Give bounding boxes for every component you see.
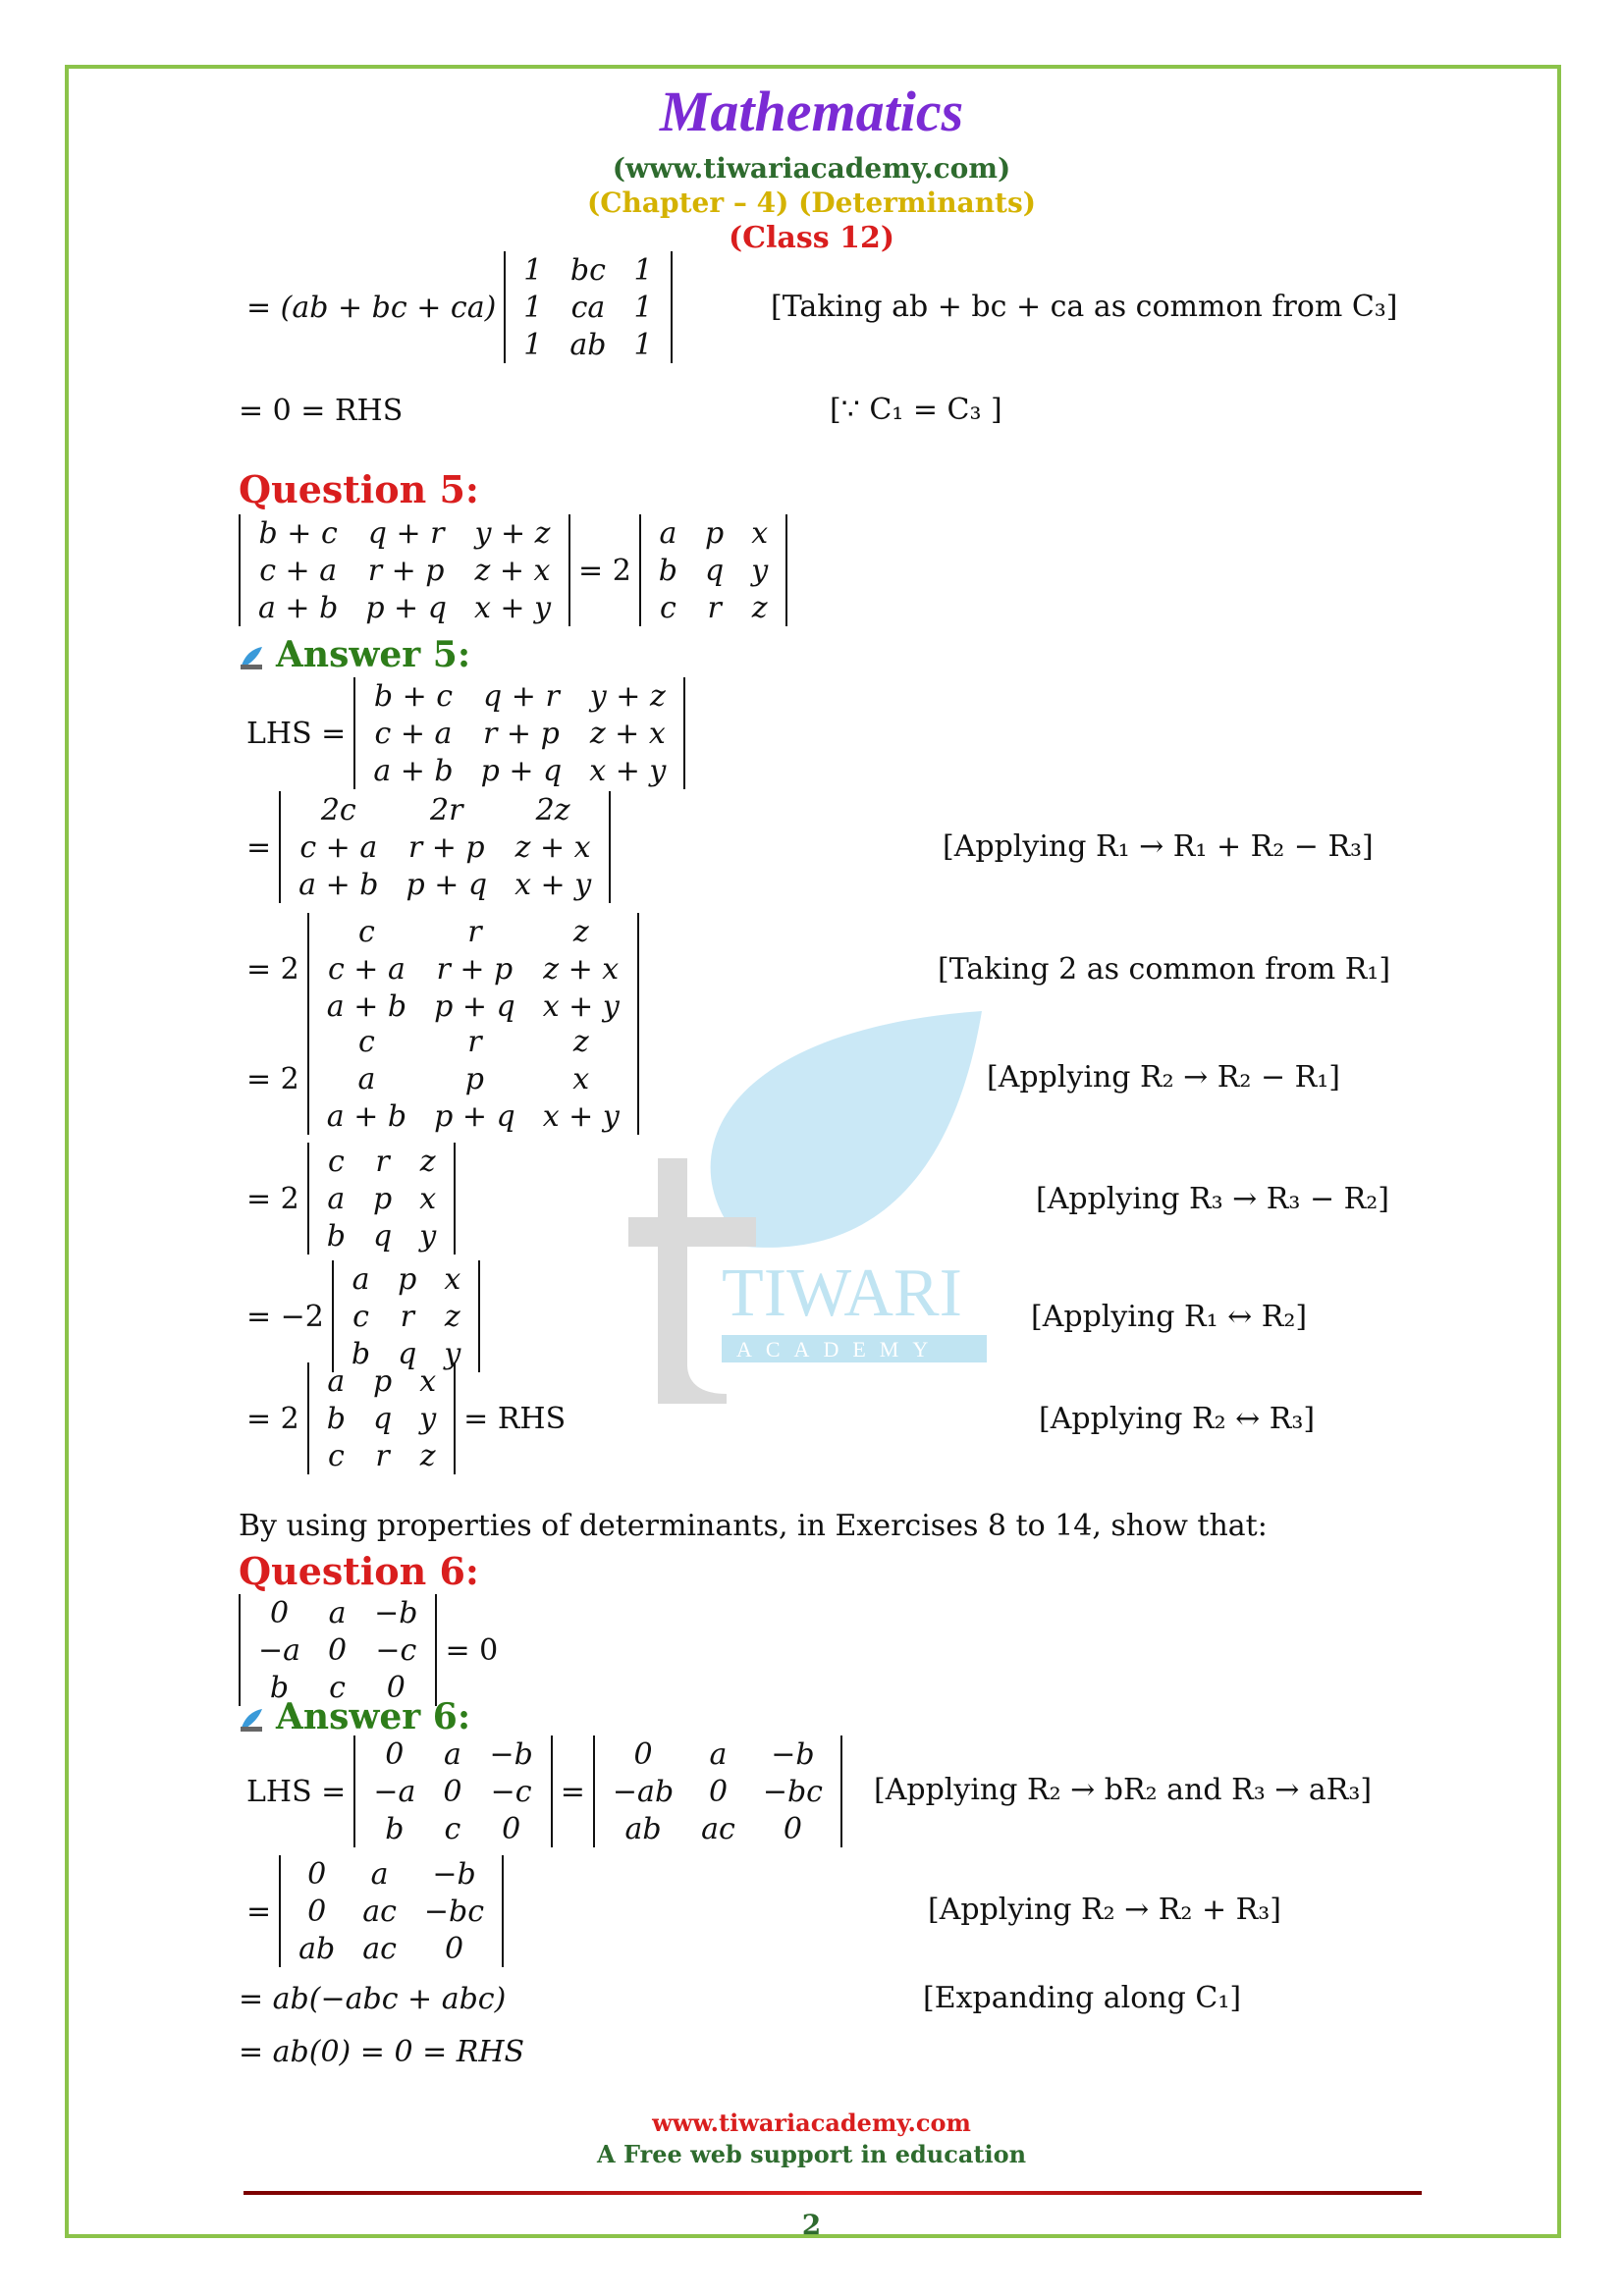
matrix-cell: x	[444, 1261, 461, 1297]
matrix-cell: r + p	[407, 829, 485, 865]
a6-step-2-prefix: =	[246, 1894, 272, 1929]
matrix-cell: b	[385, 1811, 405, 1846]
matrix-cell: p	[705, 515, 725, 551]
matrix-cell: c + a	[327, 951, 406, 987]
matrix-cell: p	[372, 1363, 393, 1399]
matrix-cell: z	[444, 1299, 460, 1334]
q5-left-determinant	[239, 514, 570, 626]
matrix-cell: 0	[783, 1811, 802, 1846]
matrix-cell: 0	[307, 1894, 327, 1929]
subject-title: Mathematics	[659, 80, 964, 143]
a6-step-1-determinant-2	[593, 1735, 842, 1847]
footer-website: www.tiwariacademy.com	[652, 2109, 971, 2137]
matrix-cell: ab	[569, 327, 607, 362]
matrix-cell: c	[327, 1438, 345, 1473]
matrix-cell: a + b	[298, 867, 379, 902]
matrix-cell: c	[358, 914, 375, 949]
matrix-cell: r	[375, 1438, 390, 1473]
matrix-cell: b	[326, 1401, 346, 1436]
matrix-cell: 0	[386, 1670, 406, 1705]
a5-step-5-reason: [Applying R₃ → R₃ − R₂]	[1036, 1182, 1389, 1216]
matrix-cell: y	[419, 1401, 437, 1436]
matrix-cell: y + z	[589, 678, 666, 714]
question-6-label: Question 6:	[239, 1549, 479, 1593]
matrix-cell: a	[443, 1736, 461, 1772]
a6-step-1-prefix: LHS =	[246, 1774, 347, 1809]
matrix-cell: ac	[701, 1811, 735, 1846]
watermark-brand: TIWARI	[722, 1255, 962, 1331]
matrix-cell: a	[357, 1061, 376, 1096]
watermark-sub: ACADEMY	[736, 1337, 943, 1362]
matrix-cell: a + b	[258, 590, 339, 625]
matrix-cell: −b	[374, 1595, 418, 1630]
matrix-cell: −bc	[762, 1774, 823, 1809]
footer-tagline: A Free web support in education	[596, 2140, 1027, 2168]
q5-right-determinant	[639, 514, 787, 626]
matrix-cell: x	[419, 1363, 437, 1399]
a6-step-1-mid: =	[560, 1774, 585, 1809]
q5-equals: = 2	[578, 553, 631, 588]
tiwari-leaf-watermark-icon	[628, 991, 1001, 1404]
matrix-cell: x	[572, 1061, 590, 1096]
a5-step-5-determinant	[307, 1143, 456, 1255]
matrix-cell: r + p	[436, 951, 514, 987]
matrix-cell: z + x	[514, 829, 591, 865]
tiwari-pen-icon	[239, 645, 264, 670]
matrix-cell: z	[572, 1024, 589, 1059]
matrix-cell: −c	[375, 1632, 417, 1668]
matrix-cell: 1	[523, 327, 543, 362]
a5-step-2	[239, 791, 611, 903]
a5-step-4-prefix: = 2	[246, 1061, 299, 1096]
a6-step-2-reason: [Applying R₂ → R₂ + R₃]	[928, 1893, 1281, 1927]
matrix-cell: ab	[298, 1931, 336, 1966]
matrix-cell: 2c	[320, 792, 356, 828]
matrix-cell: 2z	[535, 792, 570, 828]
a5-step-2-reason: [Applying R₁ → R₁ + R₂ − R₃]	[943, 829, 1374, 864]
matrix-cell: r	[467, 914, 482, 949]
matrix-cell: −b	[432, 1856, 476, 1892]
matrix-cell: a	[709, 1736, 728, 1772]
a5-step-6	[239, 1260, 480, 1372]
website-header: (www.tiwariacademy.com)	[612, 152, 1011, 185]
matrix-cell: −ab	[612, 1774, 675, 1809]
matrix-cell: y	[419, 1218, 437, 1254]
matrix-cell: a	[352, 1261, 370, 1297]
matrix-cell: c	[327, 1144, 345, 1179]
a5-step-2-prefix: =	[246, 829, 272, 865]
matrix-cell: r	[400, 1299, 414, 1334]
question-5-label: Question 5:	[239, 467, 479, 511]
matrix-cell: b	[351, 1336, 371, 1371]
matrix-cell: q	[372, 1401, 393, 1436]
matrix-cell: −b	[771, 1736, 815, 1772]
matrix-cell: x	[419, 1181, 437, 1216]
matrix-cell: q + r	[483, 678, 560, 714]
matrix-cell: r + p	[367, 553, 445, 588]
matrix-cell: p	[398, 1261, 417, 1297]
matrix-cell: y	[444, 1336, 461, 1371]
answer-6-text: Answer 6:	[276, 1696, 471, 1737]
matrix-cell: x + y	[514, 867, 592, 902]
matrix-cell: p	[464, 1061, 484, 1096]
a5-step-7	[239, 1362, 573, 1474]
matrix-cell: q	[372, 1218, 393, 1254]
matrix-cell: a	[370, 1856, 389, 1892]
a5-step-3-reason: [Taking 2 as common from R₁]	[938, 952, 1391, 987]
matrix-cell: q	[398, 1336, 417, 1371]
matrix-cell: b + c	[258, 515, 338, 551]
matrix-cell: a + b	[373, 753, 454, 788]
matrix-cell: b	[326, 1218, 346, 1254]
top-step-2: = 0 = RHS	[239, 394, 404, 428]
matrix-cell: r	[375, 1144, 390, 1179]
matrix-cell: 2r	[430, 792, 463, 828]
a5-step-1	[239, 677, 685, 789]
top-determinant	[504, 251, 672, 363]
a5-step-4-reason: [Applying R₂ → R₂ − R₁]	[987, 1060, 1340, 1095]
matrix-cell: r	[467, 1024, 482, 1059]
footer-divider	[243, 2191, 1422, 2195]
matrix-cell: z + x	[589, 716, 666, 751]
matrix-cell: 0	[307, 1856, 327, 1892]
matrix-cell: 0	[328, 1632, 348, 1668]
a5-step-4-determinant	[307, 1023, 639, 1135]
a5-step-3-determinant	[307, 913, 639, 1025]
matrix-cell: 0	[385, 1736, 405, 1772]
matrix-cell: c	[358, 1024, 375, 1059]
a6-step-1	[239, 1735, 842, 1847]
matrix-cell: b + c	[373, 678, 454, 714]
a6-step-2	[239, 1855, 504, 1967]
matrix-cell: a + b	[326, 1098, 407, 1134]
matrix-cell: 0	[444, 1931, 464, 1966]
question-6-statement	[239, 1594, 506, 1706]
q6-suffix: = 0	[445, 1632, 499, 1668]
a5-step-1-determinant	[353, 677, 685, 789]
matrix-cell: a	[659, 515, 677, 551]
matrix-cell: p + q	[406, 867, 488, 902]
matrix-cell: r + p	[483, 716, 560, 751]
matrix-cell: 1	[523, 252, 543, 288]
matrix-cell: b	[269, 1670, 290, 1705]
top-step-1	[239, 251, 673, 363]
matrix-cell: a + b	[326, 988, 407, 1024]
page-number: 2	[801, 2209, 822, 2241]
a5-step-4	[239, 1023, 639, 1135]
matrix-cell: −a	[373, 1774, 416, 1809]
matrix-cell: ab	[624, 1811, 662, 1846]
a5-step-6-prefix: = −2	[246, 1299, 324, 1334]
a5-step-7-prefix: = 2	[246, 1401, 299, 1436]
matrix-cell: c + a	[259, 553, 338, 588]
matrix-cell: −c	[490, 1774, 532, 1809]
exercise-intro: By using properties of determinants, in Exercises 8 to 14, show that:	[239, 1509, 1268, 1543]
answer-5-label	[239, 634, 470, 675]
matrix-cell: z + x	[543, 951, 620, 987]
matrix-cell: ca	[570, 290, 606, 325]
a6-step-3: = ab(−abc + abc)	[239, 1982, 507, 2016]
matrix-cell: x + y	[542, 1098, 620, 1134]
a6-step-2-determinant	[279, 1855, 504, 1967]
matrix-cell: x + y	[589, 753, 667, 788]
matrix-cell: 0	[633, 1736, 653, 1772]
a5-step-3	[239, 913, 639, 1025]
matrix-cell: c + a	[374, 716, 453, 751]
matrix-cell: p	[372, 1181, 393, 1216]
matrix-cell: −a	[258, 1632, 301, 1668]
a6-step-4: = ab(0) = 0 = RHS	[239, 2035, 525, 2069]
matrix-cell: y + z	[474, 515, 551, 551]
matrix-cell: 0	[502, 1811, 521, 1846]
matrix-cell: x + y	[542, 988, 620, 1024]
matrix-cell: p + q	[434, 988, 515, 1024]
matrix-cell: 1	[633, 327, 653, 362]
matrix-cell: −bc	[423, 1894, 485, 1929]
a6-step-1-determinant	[353, 1735, 552, 1847]
matrix-cell: q + r	[367, 515, 445, 551]
matrix-cell: c	[444, 1811, 461, 1846]
matrix-cell: y	[751, 553, 769, 588]
matrix-cell: b	[658, 553, 677, 588]
matrix-cell: 0	[708, 1774, 729, 1809]
a5-step-5-prefix: = 2	[246, 1181, 299, 1216]
matrix-cell: z	[572, 914, 589, 949]
matrix-cell: a	[328, 1595, 347, 1630]
matrix-cell: 1	[633, 290, 653, 325]
matrix-cell: r	[707, 590, 722, 625]
matrix-cell: 1	[633, 252, 653, 288]
a5-step-6-reason: [Applying R₁ ↔ R₂]	[1031, 1300, 1308, 1334]
a5-step-5	[239, 1143, 456, 1255]
question-5-statement	[239, 514, 787, 626]
answer-5-text: Answer 5:	[276, 634, 471, 675]
a5-step-6-determinant	[332, 1260, 480, 1372]
matrix-cell: c	[329, 1670, 346, 1705]
chapter-header: (Chapter – 4) (Determinants)	[587, 187, 1036, 219]
a5-step-7-determinant	[307, 1362, 456, 1474]
a5-step-7-reason: [Applying R₂ ↔ R₃]	[1039, 1402, 1316, 1436]
tiwari-pen-icon	[239, 1707, 264, 1733]
answer-6-label	[239, 1696, 470, 1737]
matrix-cell: −b	[489, 1736, 533, 1772]
a5-step-7-suffix: = RHS	[463, 1401, 567, 1436]
matrix-cell: p + q	[434, 1098, 515, 1134]
matrix-cell: a	[327, 1363, 346, 1399]
matrix-cell: bc	[569, 252, 606, 288]
matrix-cell: c + a	[299, 829, 378, 865]
top-step-1-prefix: = (ab + bc + ca)	[246, 290, 497, 325]
matrix-cell: 1	[523, 290, 543, 325]
a6-step-3-reason: [Expanding along C₁]	[923, 1981, 1242, 2015]
matrix-cell: q	[705, 553, 725, 588]
matrix-cell: x + y	[473, 590, 552, 625]
matrix-cell: z	[419, 1144, 436, 1179]
q6-determinant	[239, 1594, 437, 1706]
matrix-cell: x	[751, 515, 769, 551]
matrix-cell: ac	[362, 1894, 397, 1929]
a5-step-2-determinant	[279, 791, 611, 903]
matrix-cell: p + q	[365, 590, 447, 625]
matrix-cell: c	[659, 590, 676, 625]
matrix-cell: z + x	[474, 553, 551, 588]
matrix-cell: z	[419, 1438, 436, 1473]
class-header: (Class 12)	[728, 221, 895, 255]
a6-step-1-reason: [Applying R₂ → bR₂ and R₃ → aR₃]	[874, 1773, 1373, 1807]
matrix-cell: 0	[443, 1774, 462, 1809]
matrix-cell: 0	[269, 1595, 290, 1630]
matrix-cell: c	[352, 1299, 369, 1334]
a5-step-3-prefix: = 2	[246, 951, 299, 987]
matrix-cell: a	[327, 1181, 346, 1216]
top-reason-2: [∵ C₁ = C₃ ]	[830, 393, 1002, 427]
matrix-cell: p + q	[480, 753, 563, 788]
a5-step-1-prefix: LHS =	[246, 716, 347, 751]
top-reason-1: [Taking ab + bc + ca as common from C₃]	[771, 290, 1398, 324]
matrix-cell: z	[751, 590, 768, 625]
matrix-cell: ac	[362, 1931, 397, 1966]
